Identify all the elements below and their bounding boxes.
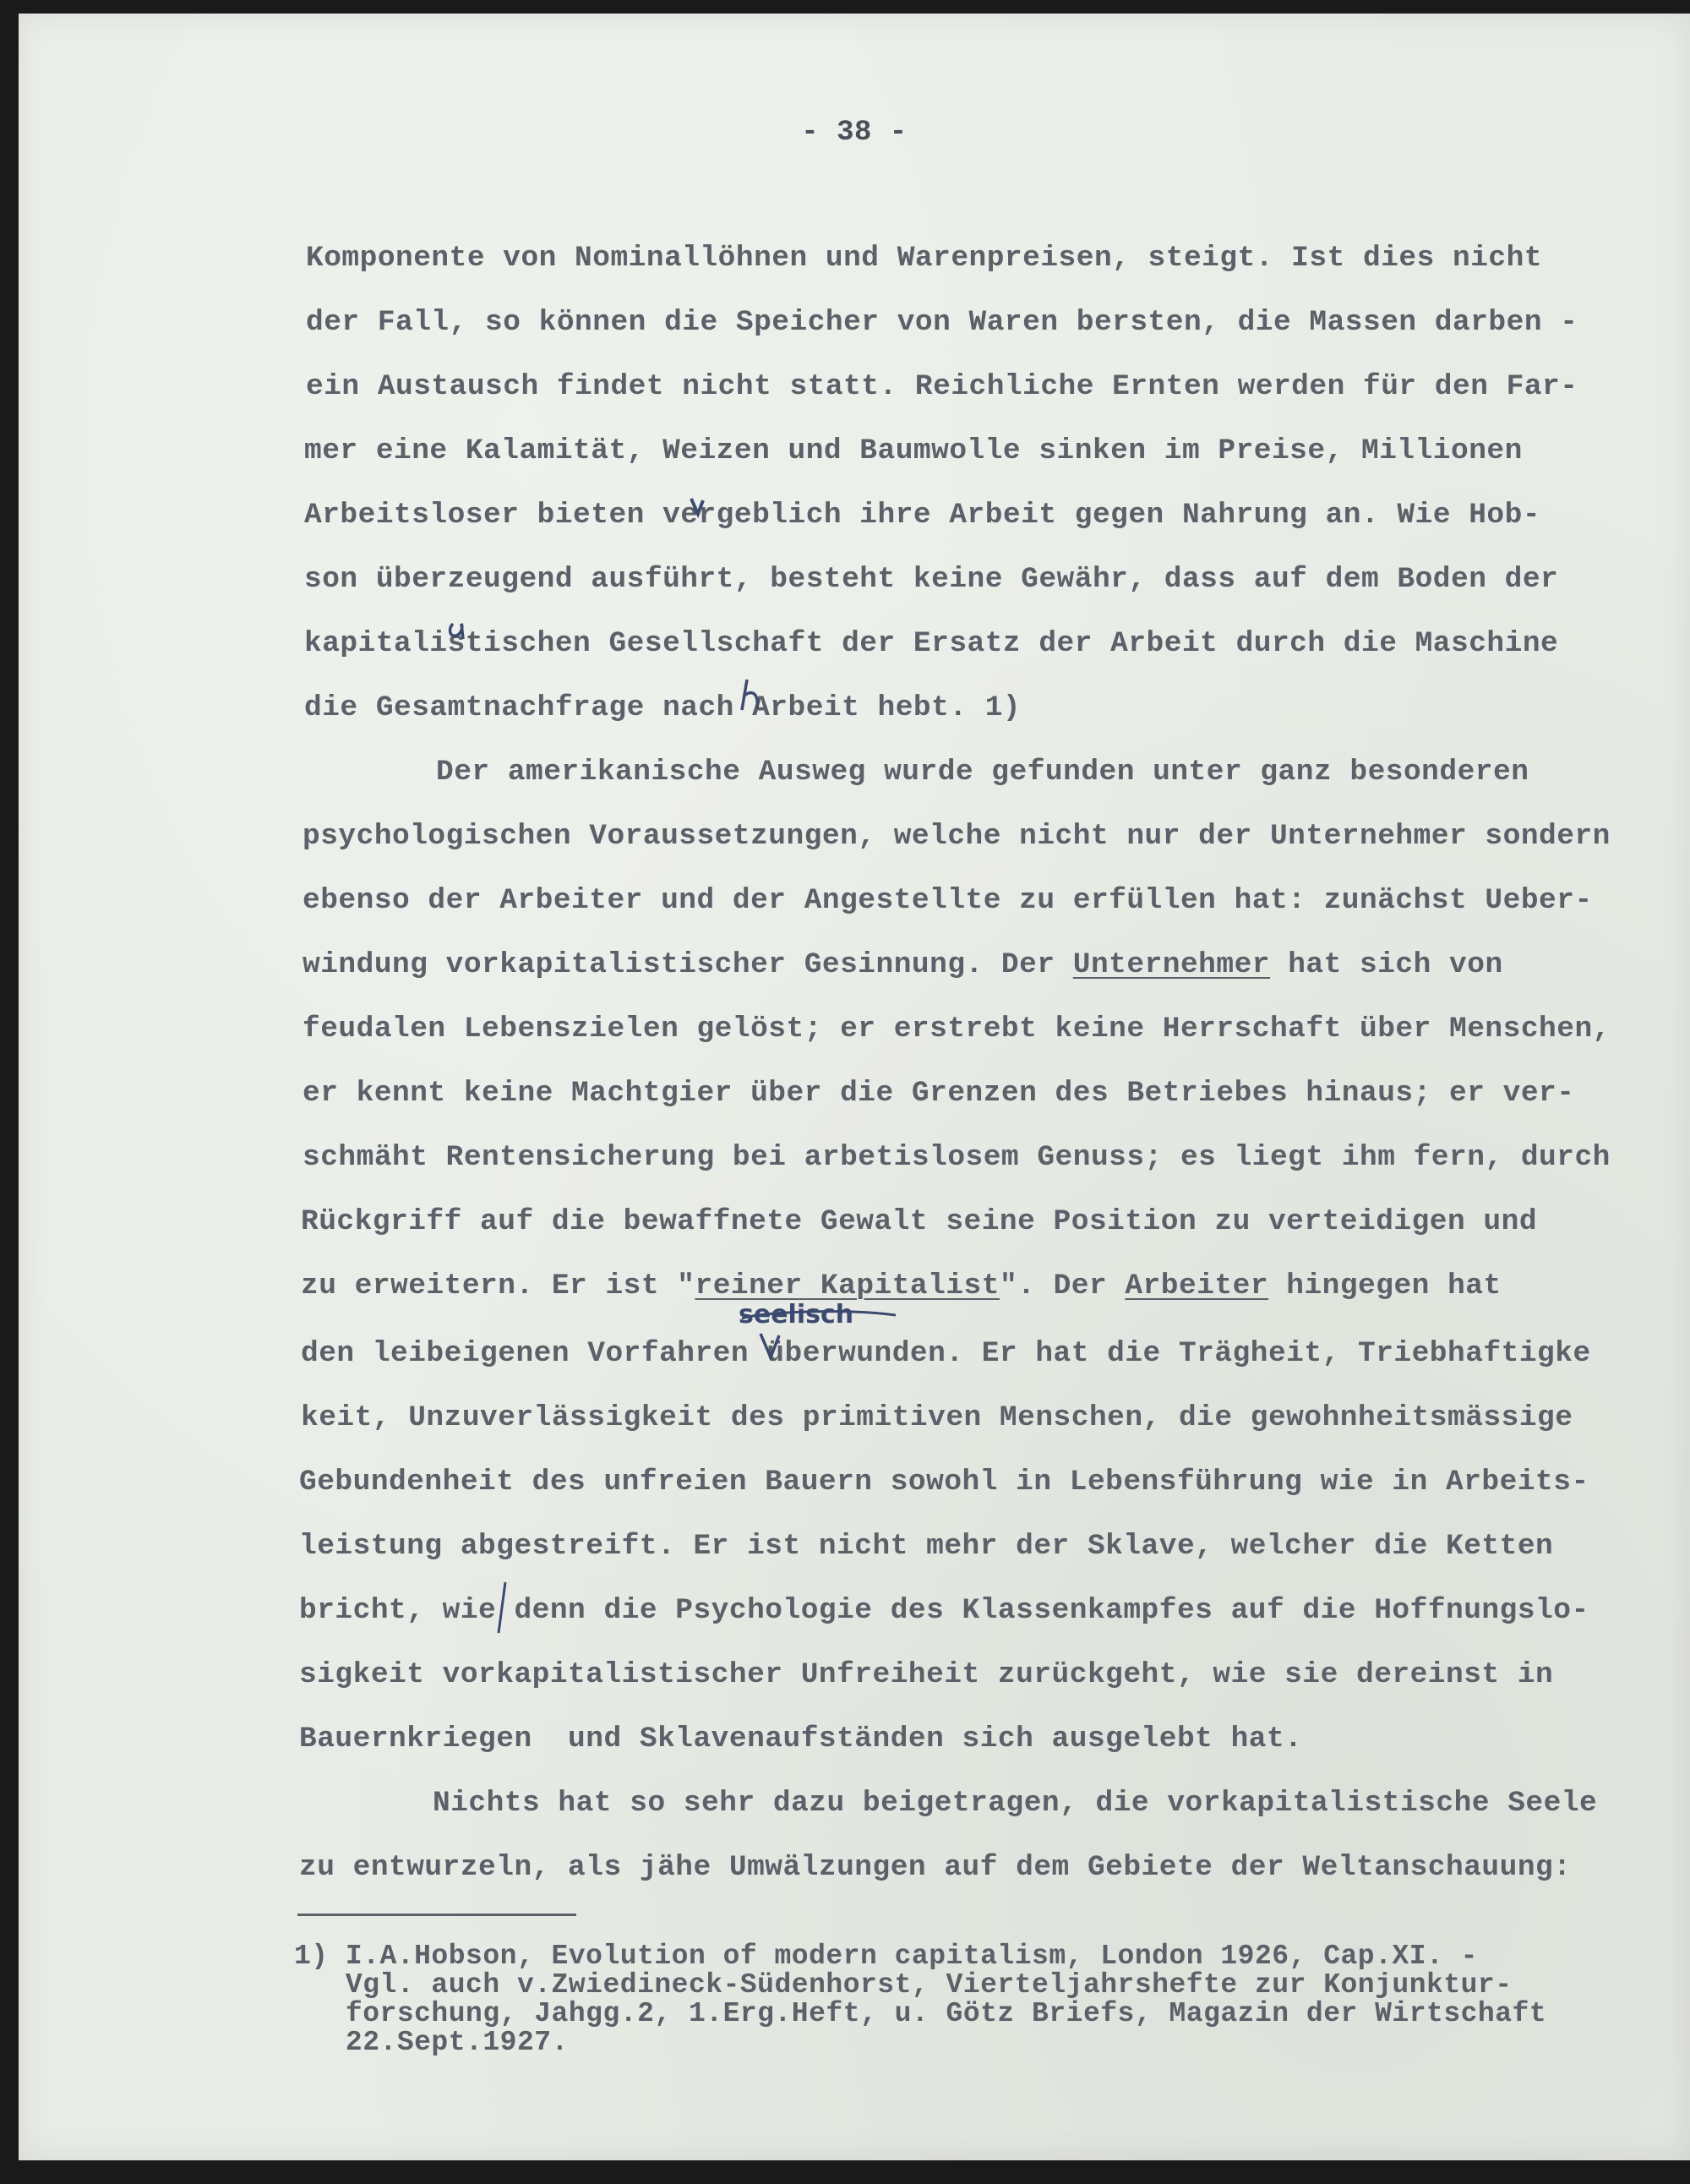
footnote-line-1: 1) I.A.Hobson, Evolution of modern capitalism, London 1926, Cap.XI. - (294, 1941, 1478, 1972)
body-line-12 (303, 948, 1503, 982)
underlined-unternehmer: Unternehmer (1072, 948, 1270, 981)
underlined-reiner-kapitalist: reiner Kapitalist (695, 1269, 1000, 1302)
body-line-11: ebenso der Arbeiter und der Angestellte zu erfüllen hat: zunächst Ueber- (303, 884, 1593, 917)
body-line-12-part-2: hat sich von (1270, 948, 1503, 981)
body-line-18: den leibeigenen Vorfahren überwunden. Er hat die Trägheit, Triebhaftigke (301, 1337, 1591, 1370)
body-line-17: zu erweitern. Er ist "reiner Kapitalist". Der Arbeiter hingegen hat (301, 1269, 1502, 1302)
body-line-4: mer eine Kalamität, Weizen und Baumwolle sinken im Preise, Millionen (304, 434, 1523, 467)
body-line-3: ein Austausch findet nicht statt. Reichliche Ernten werden für den Far- (306, 370, 1578, 403)
body-line-19: keit, Unzuverlässigkeit des primitiven Menschen, die gewohnheitsmässige (301, 1401, 1573, 1434)
body-line-15: schmäht Rentensicherung bei arbetislosem Genuss; es liegt ihm fern, durch (303, 1141, 1611, 1174)
body-line-16: Rückgriff auf die bewaffnete Gewalt seine Position zu verteidigen und (301, 1205, 1538, 1238)
footnote-line-2: Vgl. auch v.Zwiedineck-Südenhorst, Vierteljahrshefte zur Konjunktur- (294, 1969, 1513, 2001)
body-line-9: Der amerikanische Ausweg wurde gefunden unter ganz besonderen (436, 756, 1529, 789)
body-line-26: zu entwurzeln, als jähe Umwälzungen auf dem Gebiete der Weltanschauung: (299, 1851, 1572, 1884)
paper-sheet (19, 14, 1690, 2160)
underlined-arbeiter: Arbeiter (1125, 1269, 1269, 1302)
footnote-line-3: forschung, Jahgg.2, 1.Erg.Heft, u. Götz Briefs, Magazin der Wirtschaft (294, 1998, 1547, 2029)
body-line-10: psychologischen Voraussetzungen, welche nicht nur der Unternehmer sondern (303, 820, 1611, 853)
handwritten-insertion: seelisch (739, 1300, 854, 1330)
body-line-20: Gebundenheit des unfreien Bauern sowohl in Lebensführung wie in Arbeits- (299, 1466, 1589, 1499)
body-line-1: Komponente von Nominallöhnen und Warenpreisen, steigt. Ist dies nicht (306, 242, 1543, 275)
body-line-5: Arbeitsloser bieten vergeblich ihre Arbeit gegen Nahrung an. Wie Hob- (304, 499, 1541, 532)
body-line-22: bricht, wie denn die Psychologie des Klassenkampfes auf die Hoffnungslo- (299, 1594, 1589, 1627)
body-line-6: son überzeugend ausführt, besteht keine Gewähr, dass auf dem Boden der (304, 563, 1559, 596)
body-line-21: leistung abgestreift. Er ist nicht mehr der Sklave, welcher die Ketten (299, 1530, 1554, 1563)
body-line-13: feudalen Lebenszielen gelöst; er erstrebt keine Herrschaft über Menschen, (303, 1013, 1611, 1046)
body-line-12-part-1: windung vorkapitalistischer Gesinnung. Der (303, 948, 1073, 981)
body-line-14: er kennt keine Machtgier über die Grenzen des Betriebes hinaus; er ver- (303, 1077, 1575, 1110)
body-line-25: Nichts hat so sehr dazu beigetragen, die vorkapitalistische Seele (433, 1787, 1598, 1820)
body-line-7: kapitalistischen Gesellschaft der Ersatz der Arbeit durch die Maschine (304, 627, 1559, 660)
footnote-separator (297, 1914, 576, 1916)
footnote-line-4: 22.Sept.1927. (294, 2027, 569, 2058)
body-line-8: die Gesamtnachfrage nach Arbeit hebt. 1) (304, 691, 1022, 724)
body-line-24: Bauernkriegen und Sklavenaufständen sich ausgelebt hat. (299, 1723, 1303, 1755)
body-line-2: der Fall, so können die Speicher von Waren bersten, die Massen darben - (306, 306, 1578, 339)
page-number: - 38 - (801, 117, 908, 149)
body-line-23: sigkeit vorkapitalistischer Unfreiheit zurückgeht, wie sie dereinst in (299, 1658, 1554, 1691)
